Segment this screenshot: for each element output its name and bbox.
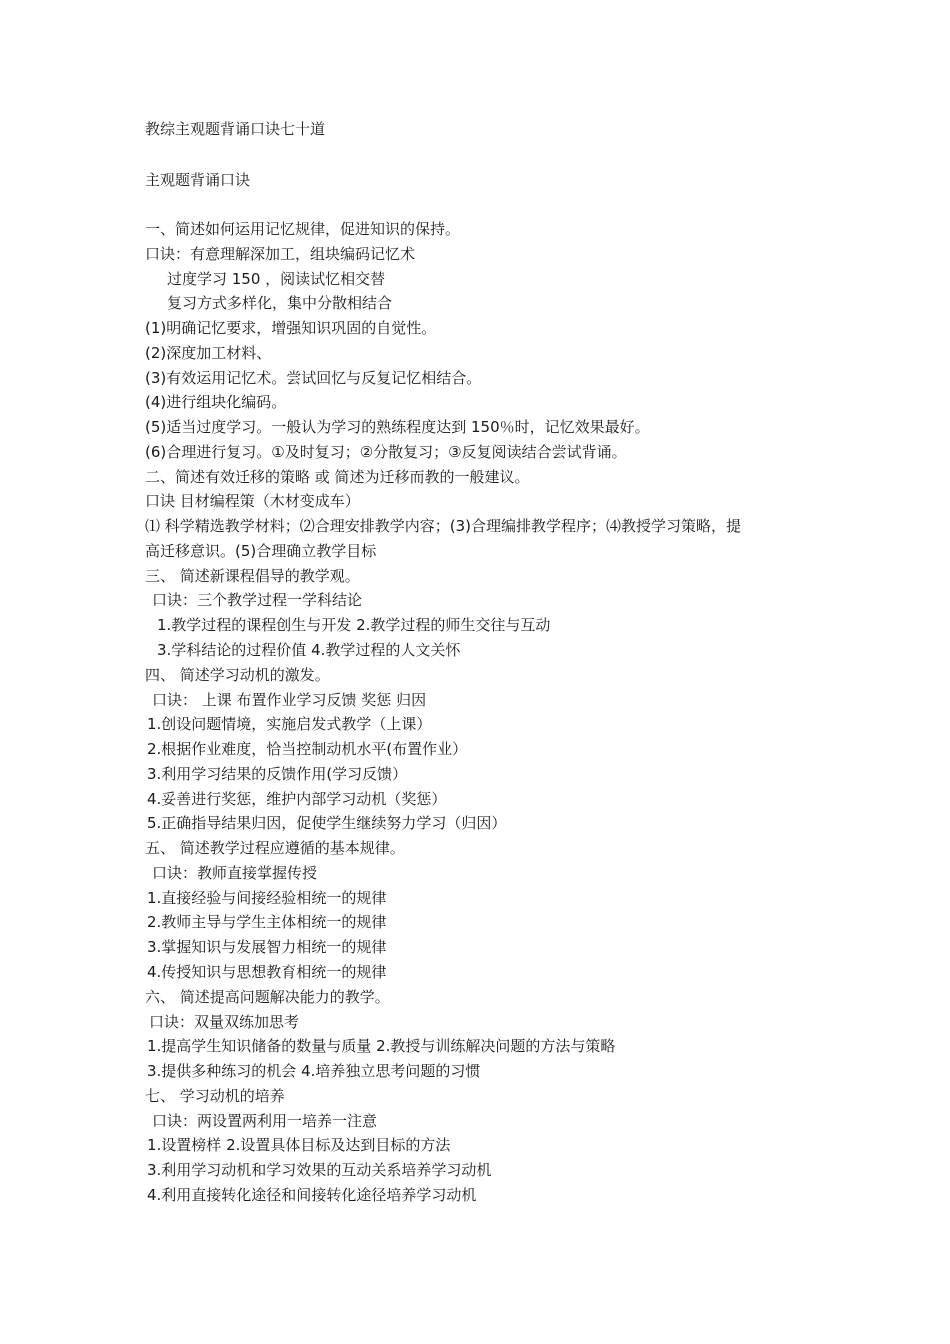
- list-item: (3)有效运用记忆术。尝试回忆与反复记忆相结合。: [145, 368, 482, 387]
- list-item: 1.设置榜样 2.设置具体目标及达到目标的方法: [147, 1136, 451, 1155]
- mnemonic-line: 口诀：双量双练加思考: [149, 1012, 300, 1031]
- list-item: 3.掌握知识与发展智力相统一的规律: [147, 938, 387, 957]
- section-heading: 一、简述如何运用记忆规律，促进知识的保持。: [145, 220, 461, 238]
- list-item: 5.正确指导结果归因，促使学生继续努力学习（归因）: [147, 814, 507, 833]
- section-heading: 四、 简述学习动机的激发。: [145, 665, 330, 684]
- list-item: ⑴ 科学精选教学材料；⑵合理安排教学内容；(3)合理编排教学程序；⑷教授学习策略，提: [145, 517, 742, 536]
- list-item: 1.创设问题情境，实施启发式教学（上课）: [147, 715, 432, 734]
- list-item: (1)明确记忆要求，增强知识巩固的自觉性。: [145, 319, 437, 338]
- document-title: 教综主观题背诵口诀七十道: [145, 120, 326, 138]
- list-item: 1.直接经验与间接经验相统一的规律: [147, 888, 387, 907]
- list-item: (5)适当过度学习。一般认为学习的熟练程度达到 150％时，记忆效果最好。: [145, 418, 650, 437]
- mnemonic-line: 口诀： 上课 布置作业学习反馈 奖惩 归因: [152, 690, 427, 709]
- list-item: 4.利用直接转化途径和间接转化途径培养学习动机: [147, 1185, 477, 1204]
- section-heading: 五、 简述教学过程应遵循的基本规律。: [145, 839, 405, 858]
- document-subtitle: 主观题背诵口诀: [145, 171, 251, 189]
- list-item: 3.学科结论的过程价值 4.教学过程的人文关怀: [157, 641, 461, 660]
- mnemonic-line: 过度学习 150 ，阅读试忆相交替: [167, 269, 386, 288]
- list-item: 2.教师主导与学生主体相统一的规律: [147, 913, 387, 932]
- list-item: 3.利用学习动机和学习效果的互动关系培养学习动机: [147, 1161, 492, 1180]
- list-item: 3.利用学习结果的反馈作用(学习反馈）: [147, 764, 408, 783]
- list-item: (4)进行组块化编码。: [145, 393, 287, 412]
- list-item: 高迁移意识。(5)合理确立教学目标: [145, 541, 377, 560]
- section-heading: 七、 学习动机的培养: [145, 1086, 285, 1105]
- list-item: (6)合理进行复习。①及时复习；②分散复习；③反复阅读结合尝试背诵。: [145, 442, 627, 461]
- list-item: 1.提高学生知识储备的数量与质量 2.教授与训练解决问题的方法与策略: [147, 1037, 616, 1056]
- mnemonic-line: 口诀：两设置两利用一培养一注意: [152, 1111, 378, 1130]
- list-item: 3.提供多种练习的机会 4.培养独立思考问题的习惯: [147, 1062, 481, 1081]
- mnemonic-line: 口诀：三个教学过程一学科结论: [152, 591, 363, 610]
- section-heading: 三、 简述新课程倡导的教学观。: [145, 566, 360, 585]
- mnemonic-line: 复习方式多样化，集中分散相结合: [167, 294, 393, 313]
- list-item: 2.根据作业难度，恰当控制动机水平(布置作业）: [147, 740, 468, 759]
- list-item: 4.传授知识与思想教育相统一的规律: [147, 962, 387, 981]
- list-item: (2)深度加工材料、: [145, 343, 272, 362]
- document-body: [0, 217, 950, 1208]
- section-heading: 六、 简述提高问题解决能力的教学。: [145, 987, 390, 1006]
- section-heading: 二、简述有效迁移的策略 或 简述为迁移而教的一般建议。: [145, 467, 530, 486]
- mnemonic-line: 口诀：有意理解深加工，组块编码记忆术: [145, 244, 416, 263]
- list-item: 1.教学过程的课程创生与开发 2.教学过程的师生交往与互动: [157, 616, 551, 635]
- mnemonic-line: 口诀：教师直接掌握传授: [152, 863, 318, 882]
- mnemonic-line: 口诀 目材编程策（木材变成车）: [145, 492, 360, 511]
- list-item: 4.妥善进行奖惩，维护内部学习动机（奖惩）: [147, 789, 447, 808]
